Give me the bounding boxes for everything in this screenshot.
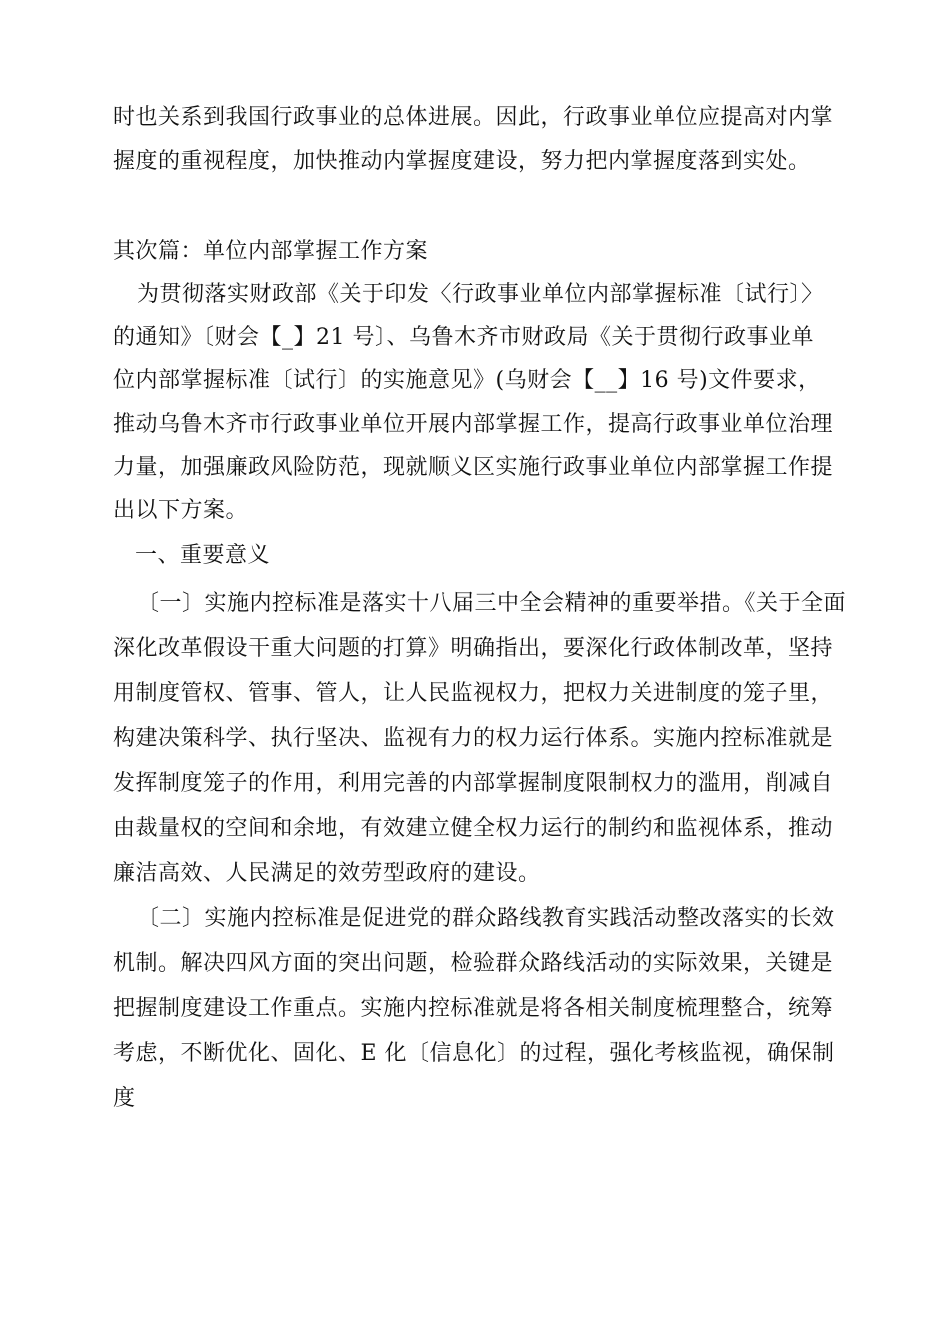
paragraph-line: 考虑，不断优化、固化、E 化〔信息化〕的过程，强化考核监视，确保制 bbox=[113, 1041, 835, 1066]
paragraph-line: 廉洁高效、人民满足的效劳型政府的建设。 bbox=[113, 861, 541, 886]
paragraph-line: 把握制度建设工作重点。实施内控标准就是将各相关制度梳理整合，统筹 bbox=[113, 996, 834, 1021]
paragraph-line: 度 bbox=[113, 1086, 136, 1111]
paragraph-line: 推动乌鲁木齐市行政事业单位开展内部掌握工作，提高行政事业单位治理 bbox=[113, 412, 834, 437]
paragraph-line: 时也关系到我国行政事业的总体进展。因此，行政事业单位应提高对内掌 bbox=[113, 105, 834, 130]
paragraph-line: 位内部掌握标准〔试行〕的实施意见》(乌财会【__】16 号)文件要求， bbox=[113, 368, 821, 393]
paragraph-line: 力量，加强廉政风险防范，现就顺义区实施行政事业单位内部掌握工作提 bbox=[113, 455, 834, 480]
section-heading: 其次篇：单位内部掌握工作方案 bbox=[113, 239, 429, 264]
paragraph-line: 出以下方案。 bbox=[113, 498, 249, 523]
subsection-heading: 一、重要意义 bbox=[135, 543, 271, 568]
paragraph-line: 由裁量权的空间和余地，有效建立健全权力运行的制约和监视体系，推动 bbox=[113, 816, 834, 841]
paragraph-line: 〔一〕实施内控标准是落实十八届三中全会精神的重要举措。《关于全面 bbox=[137, 591, 847, 616]
paragraph-line: 发挥制度笼子的作用，利用完善的内部掌握制度限制权力的滥用，削减自 bbox=[113, 771, 834, 796]
paragraph-line: 用制度管权、管事、管人，让人民监视权力，把权力关进制度的笼子里， bbox=[113, 681, 834, 706]
paragraph-line: 机制。解决四风方面的突出问题，检验群众路线活动的实际效果，关键是 bbox=[113, 951, 834, 976]
paragraph-line: 〔二〕实施内控标准是促进党的群众路线教育实践活动整改落实的长效 bbox=[137, 906, 835, 931]
paragraph-line: 深化改革假设干重大问题的打算》明确指出，要深化行政体制改革，坚持 bbox=[113, 636, 834, 661]
paragraph-line: 的通知》〔财会【_】21 号〕、乌鲁木齐市财政局《关于贯彻行政事业单 bbox=[113, 325, 814, 350]
paragraph-line: 为贯彻落实财政部《关于印发〈行政事业单位内部掌握标准〔试行〕〉 bbox=[137, 282, 824, 307]
paragraph-line: 握度的重视程度，加快推动内掌握度建设，努力把内掌握度落到实处。 bbox=[113, 149, 811, 174]
paragraph-line: 构建决策科学、执行坚决、监视有力的权力运行体系。实施内控标准就是 bbox=[113, 726, 834, 751]
